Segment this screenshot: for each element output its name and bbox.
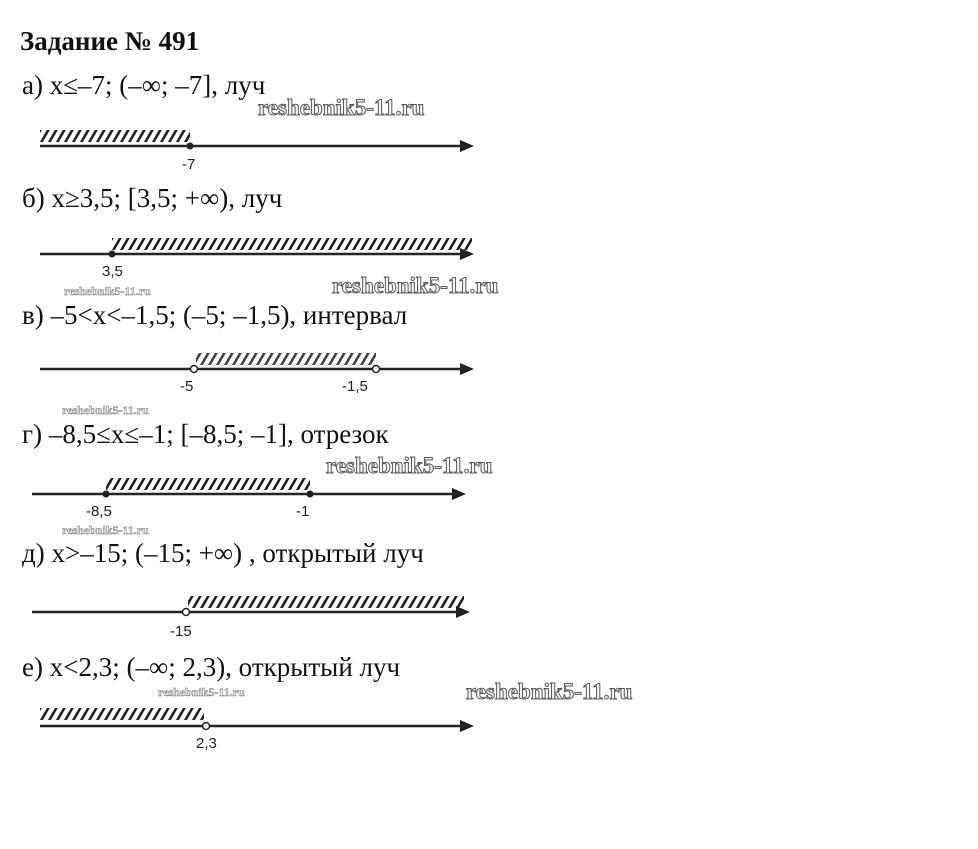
hatch-region (40, 708, 204, 720)
hatch-region (106, 478, 310, 490)
task-c-label: в) –5<x<–1,5; (–5; –1,5), интервал (22, 300, 408, 330)
arrow-icon (460, 140, 474, 152)
watermark: reshebnik5-11.ru (326, 453, 493, 478)
tick-label: -8,5 (86, 503, 112, 520)
arrow-icon (460, 720, 474, 732)
watermark: reshebnik5-11.ru (466, 679, 633, 704)
hatch-region (188, 596, 464, 608)
arrow-icon (452, 488, 466, 500)
watermark: reshebnik5-11.ru (62, 403, 149, 417)
tick-label: 3,5 (102, 263, 123, 280)
open-point (373, 366, 380, 373)
tick-label: 2,3 (196, 735, 217, 752)
closed-point (307, 491, 314, 498)
tick-label: -7 (182, 156, 196, 173)
watermark: reshebnik5-11.ru (158, 685, 245, 699)
number-line-d (0, 476, 480, 521)
watermark: reshebnik5-11.ru (332, 273, 499, 298)
number-line-f (0, 706, 480, 751)
task-b-label: б) x≥3,5; [3,5; +∞), луч (22, 183, 283, 213)
arrow-icon (460, 363, 474, 375)
task-e-label: д) x>–15; (–15; +∞) , открытый луч (22, 538, 424, 568)
open-point (191, 366, 198, 373)
open-point (183, 609, 190, 616)
closed-point (109, 251, 116, 258)
number-line-e (0, 594, 480, 639)
tick-label: -1,5 (342, 378, 368, 395)
tick-label: -15 (170, 623, 192, 640)
number-line-a (0, 128, 480, 173)
task-f-label: е) x<2,3; (–∞; 2,3), открытый луч (22, 652, 401, 682)
watermark: reshebnik5-11.ru (258, 95, 425, 120)
task-a-label: а) x≤–7; (–∞; –7], луч (22, 70, 266, 100)
page-title: Задание № 491 (20, 26, 200, 56)
watermark: reshebnik5-11.ru (64, 284, 151, 298)
task-d-label: г) –8,5≤x≤–1; [–8,5; –1], отрезок (22, 419, 389, 449)
number-line-c (0, 351, 480, 396)
closed-point (187, 143, 194, 150)
tick-label: -5 (180, 378, 194, 395)
open-point (203, 723, 210, 730)
watermark: reshebnik5-11.ru (62, 523, 149, 537)
tick-label: -1 (296, 503, 310, 520)
closed-point (103, 491, 110, 498)
hatch-region (196, 353, 376, 365)
hatch-region (40, 130, 190, 142)
hatch-region (112, 238, 472, 250)
